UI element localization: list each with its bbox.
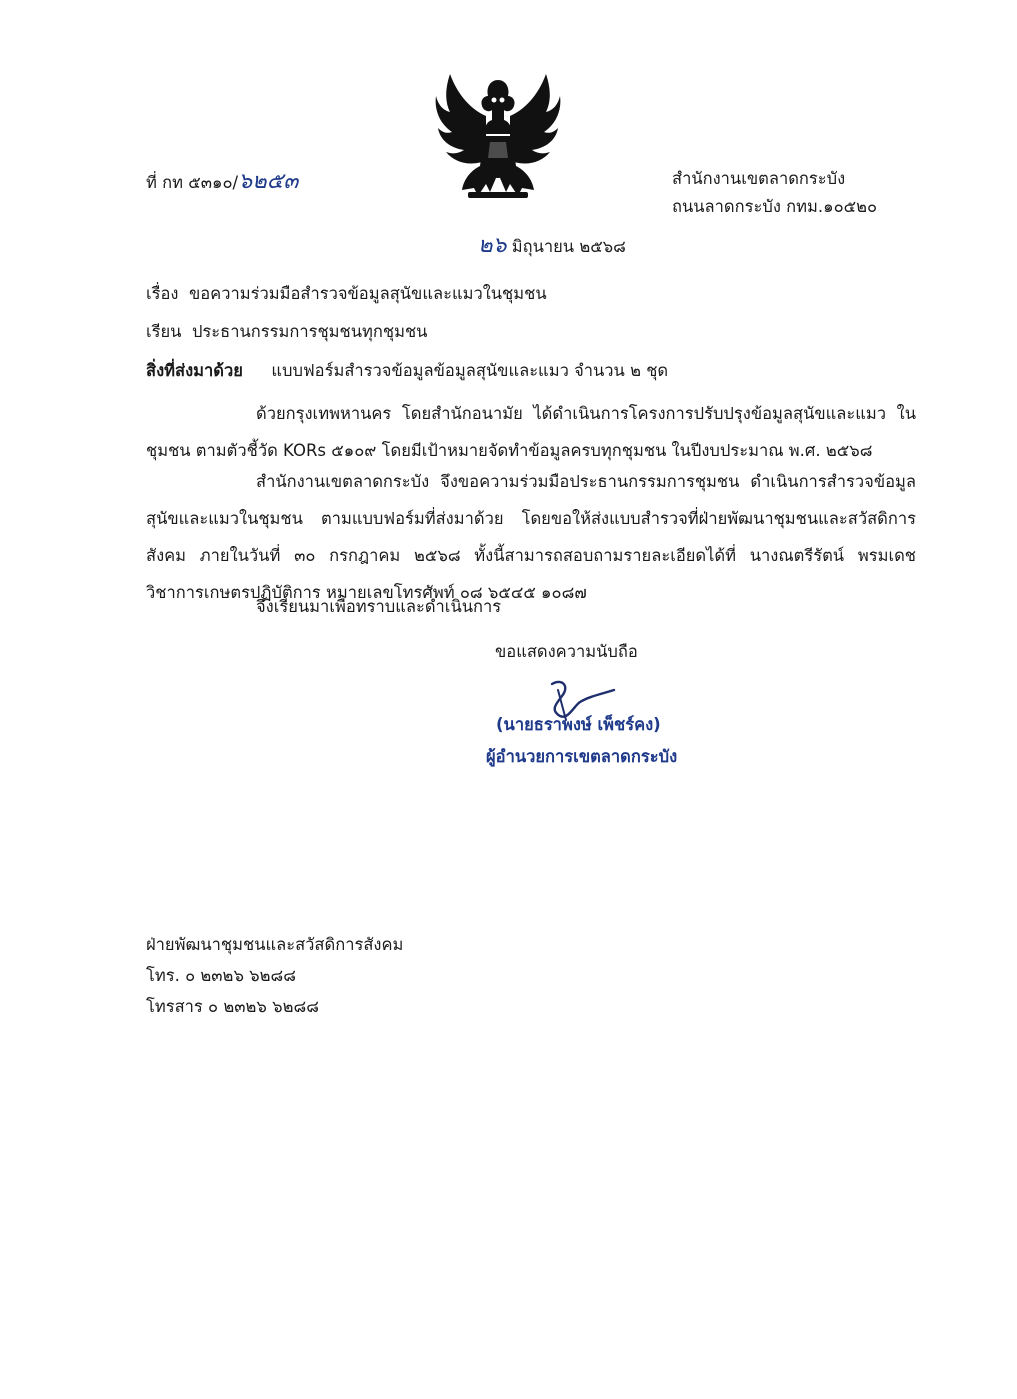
subject-line	[146, 282, 547, 306]
body-paragraph-2	[146, 463, 916, 611]
reference-prefix: ที่ กท ๕๓๑๐/	[146, 173, 239, 192]
enclosure-label: สิ่งที่ส่งมาด้วย	[146, 361, 243, 380]
enclosure-line	[146, 359, 668, 383]
reference-number	[146, 170, 298, 195]
paragraph-1-text: ด้วยกรุงเทพหานคร โดยสำนักอนามัย ได้ดำเนินการโครงการปรับปรุงข้อมูลสุนัขและแมว ในชุมชน ตามตัวชี้วัด KORs ๕๑๐๙ โดยมีเป้าหมายจัดทำข้อมูลครบทุกชุมชน ในปีงบประมาณ พ.ศ. ๒๕๖๘	[146, 404, 916, 460]
garuda-emblem-icon	[428, 66, 568, 206]
paragraph-2-text: สำนักงานเขตลาดกระบัง จึงขอความร่วมมือประธานกรรมการชุมชน ดำเนินการสำรวจข้อมูลสุนัขและแมวในชุมชน ตามแบบฟอร์มที่ส่งมาด้วย โดยขอให้ส่งแบบสำรวจที่ฝ่ายพัฒนาชุมชนและสวัสดิการสังคม ภายในวันที่ ๓๐ กรกฎาคม ๒๕๖๘ ทั้งนี้สามารถสอบถามรายละเอียดได้ที่ นางณตรีรัตน์ พรมเดช วิชาการเกษตรปฏิบัติการ หมายเลขโทรศัพท์ ๐๘ ๖๕๔๕ ๑๐๘๗	[146, 472, 916, 602]
enclosure-text: แบบฟอร์มสำรวจข้อมูลข้อมูลสุนัขและแมว จำนวน ๒ ชุด	[271, 361, 669, 380]
signer-name: (นายธราพงษ์ เพ็ชร์คง)	[496, 715, 661, 734]
subject-text: ขอความร่วมมือสำรวจข้อมูลสุนัขและแมวในชุมชน	[188, 284, 547, 303]
body-paragraph-3: จึงเรียนมาเพื่อทราบและดำเนินการ	[256, 597, 502, 616]
closing-regards: ขอแสดงความนับถือ	[495, 642, 638, 661]
footer-fax: โทรสาร ๐ ๒๓๒๖ ๖๒๘๘	[146, 997, 319, 1016]
recipient-text: ประธานกรรมการชุมชนทุกชุมชน	[191, 322, 428, 341]
office-address: ถนนลาดกระบัง กทม.๑๐๕๒๐	[672, 197, 878, 216]
body-paragraph-1	[146, 395, 916, 469]
recipient-label: เรียน	[146, 322, 182, 341]
footer-department: ฝ่ายพัฒนาชุมชนและสวัสดิการสังคม	[146, 935, 404, 954]
subject-label: เรื่อง	[146, 284, 179, 303]
reference-number-handwritten: ๖๒๕๓	[238, 169, 299, 194]
footer-phone: โทร. ๐ ๒๓๒๖ ๖๒๘๘	[146, 966, 296, 985]
office-name: สำนักงานเขตลาดกระบัง	[672, 169, 846, 188]
date-day-handwritten: ๒๖	[478, 233, 507, 258]
signer-title: ผู้อำนวยการเขตลาดกระบัง	[486, 747, 678, 766]
recipient-line	[146, 320, 427, 344]
letter-date	[478, 234, 626, 259]
date-month-year: มิถุนายน ๒๕๖๘	[511, 237, 626, 256]
